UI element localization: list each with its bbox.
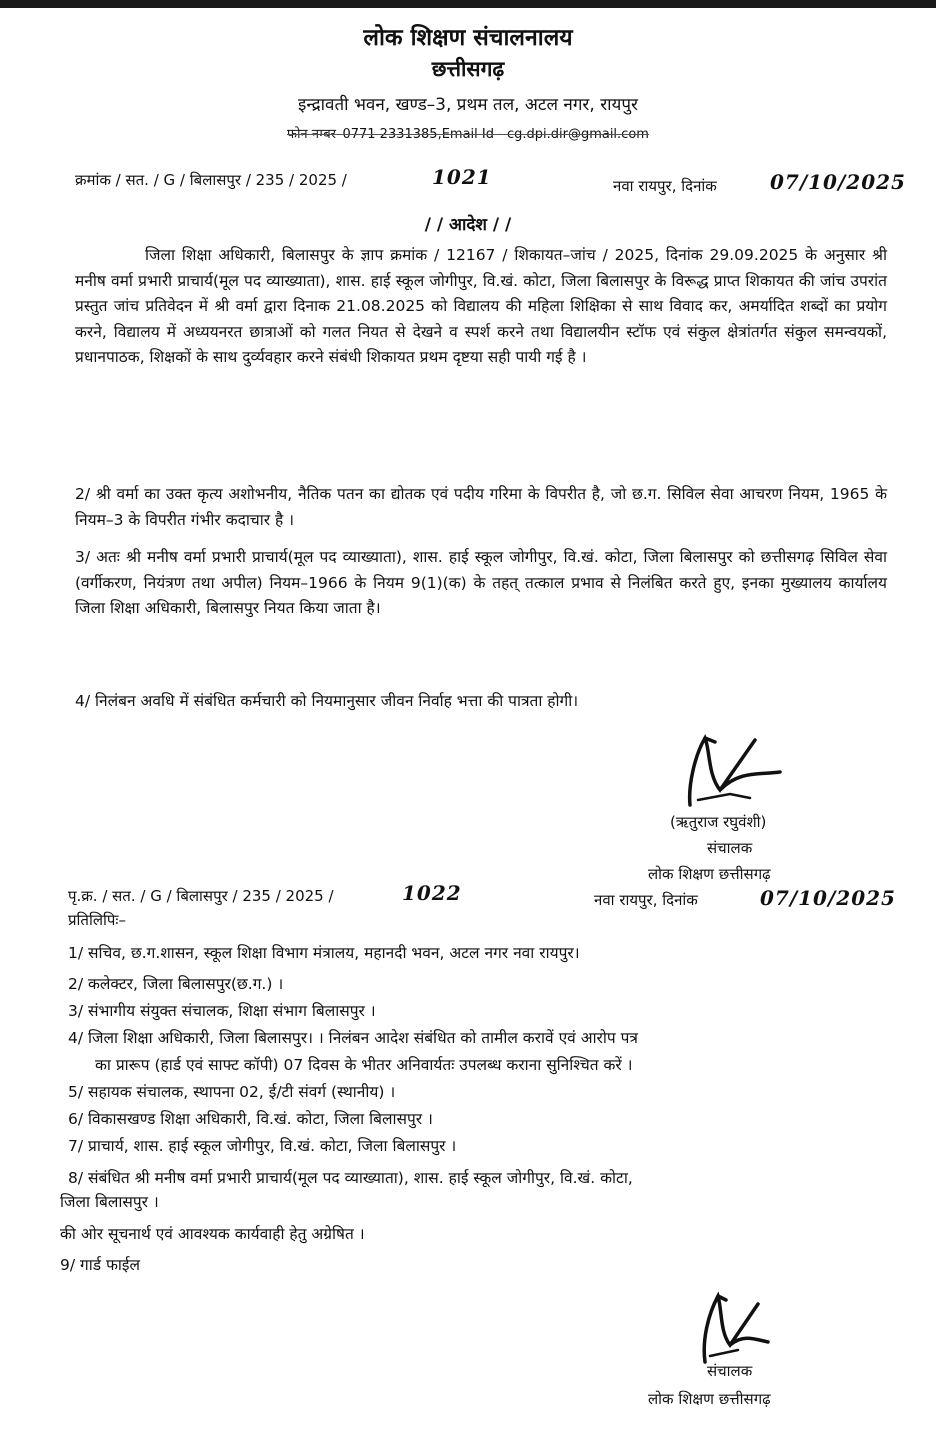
signatory-designation: संचालक xyxy=(707,839,753,857)
copy-item: 4/ जिला शिक्षा अधिकारी, जिला बिलासपुर। । निलंबन आदेश संबंधित को तामील करावें एवं आरोप पत्र xyxy=(68,1029,638,1047)
state-title: छत्तीसगढ़ xyxy=(431,57,505,81)
signature-mark-2 xyxy=(680,1290,790,1370)
signatory-name: (ऋतुराज रघुवंशी) xyxy=(670,813,767,831)
paragraph-4 xyxy=(75,689,887,715)
signatory-2-office: लोक शिक्षण छत्तीसगढ़ xyxy=(648,1390,771,1408)
copy-item: 8/ संबंधित श्री मनीष वर्मा प्रभारी प्राचार्य(मूल पद व्याख्याता), शास. हाई स्कूल जोगीपुर, वि.खं. कोटा, xyxy=(68,1169,633,1187)
order-number: क्रमांक / सत. / G / बिलासपुर / 235 / 2025 / xyxy=(75,171,347,189)
paragraph-1-text: जिला शिक्षा अधिकारी, बिलासपुर के ज्ञाप क्रमांक / 12167 / शिकायत–जांच / 2025, दिनांक 29.09.2025 के अनुसार श्री मनीष वर्मा प्रभारी प्राचार्य(मूल पद व्याख्याता), शास. हाई स्कूल जोगीपुर, वि.खं. कोटा, जिला बिलासपुर के विरूद्ध प्राप्त शिकायत की जांच उपरांत प्रस्तुत जांच प्रतिवेदन में श्री वर्मा द्वारा दिनाक 21.08.2025 को विद्यालय की महिला शिक्षिका से साथ विवाद कर, अमर्यादित शब्दों का प्रयोग करने, विद्यालय में अध्ययनरत छात्राओं को गलत नियत से देखने व स्पर्श करने तथा विद्यालयीन स्टॉफ एवं संकुल क्षेत्रांतर्गत संकुल समन्वयकों, प्रधानपाठक, शिक्षकों के साथ दुर्व्यवहार करने संबंधी शिकायत प्रथम दृष्टया सही पायी गई है । xyxy=(75,246,887,366)
paragraph-2 xyxy=(75,482,887,533)
copy-item-continuation: का प्रारूप (हार्ड एवं साफ्ट कॉपी) 07 दिवस के भीतर अनिवार्यतः उपलब्ध कराना सुनिश्चित करें । xyxy=(95,1056,633,1074)
endorsement-number: पृ.क्र. / सत. / G / बिलासपुर / 235 / 2025 / xyxy=(68,887,334,905)
handwritten-endorsement-date: 07/10/2025 xyxy=(760,886,896,910)
handwritten-order-date: 07/10/2025 xyxy=(770,170,906,194)
endorsement-place-date: नवा रायपुर, दिनांक xyxy=(594,891,698,909)
office-address: इन्द्रावती भवन, खण्ड–3, प्रथम तल, अटल नगर, रायपुर xyxy=(297,95,639,115)
paragraph-3 xyxy=(75,545,887,622)
copy-item: 6/ विकासखण्ड शिक्षा अधिकारी, वि.खं. कोटा, जिला बिलासपुर । xyxy=(68,1110,433,1128)
signatory-office: लोक शिक्षण छत्तीसगढ़ xyxy=(648,865,771,883)
order-place-date: नवा रायपुर, दिनांक xyxy=(613,177,717,195)
scan-top-edge xyxy=(0,0,936,8)
copy-item: 3/ संभागीय संयुक्त संचालक, शिक्षा संभाग बिलासपुर । xyxy=(68,1002,376,1020)
copy-item: 7/ प्राचार्य, शास. हाई स्कूल जोगीपुर, वि.खं. कोटा, जिला बिलासपुर । xyxy=(68,1137,457,1155)
paragraph-2-text: 2/ श्री वर्मा का उक्त कृत्य अशोभनीय, नैतिक पतन का द्योतक एवं पदीय गरिमा के विपरीत है, जो छ.ग. सिविल सेवा आचरण नियम, 1965 के नियम–3 के विपरीत गंभीर कदाचार है । xyxy=(75,485,887,529)
forwarding-note: की ओर सूचनार्थ एवं आवश्यक कार्यवाही हेतु अग्रेषित । xyxy=(60,1225,365,1243)
signatory-2-designation: संचालक xyxy=(707,1362,753,1380)
office-title: लोक शिक्षण संचालनालय xyxy=(363,25,573,51)
copy-label: प्रतिलिपिः– xyxy=(68,911,126,929)
paragraph-1 xyxy=(75,243,887,371)
copy-item: 1/ सचिव, छ.ग.शासन, स्कूल शिक्षा विभाग मंत्रालय, महानदी भवन, अटल नगर नवा रायपुर। xyxy=(68,944,580,962)
signature-mark-1 xyxy=(660,730,810,812)
paragraph-4-text: 4/ निलंबन अवधि में संबंधित कर्मचारी को नियमानुसार जीवन निर्वाह भत्ता की पात्रता होगी। xyxy=(75,692,579,710)
paragraph-3-text: 3/ अतः श्री मनीष वर्मा प्रभारी प्राचार्य(मूल पद व्याख्याता), शास. हाई स्कूल जोगीपुर, वि.खं. कोटा, जिला बिलासपुर को छत्तीसगढ़ सिविल सेवा (वर्गीकरण, नियंत्रण तथा अपील) नियम–1966 के नियम 9(1)(क) के तहत् तत्काल प्रभाव से निलंबित करते हुए, इनका मुख्यालय कार्यालय जिला शिक्षा अधिकारी, बिलासपुर नियत किया जाता है। xyxy=(75,548,887,617)
order-title: / / आदेश / / xyxy=(424,215,512,235)
office-contact: फोन नम्बर–0771 2331385,Email Id - cg.dpi.dir@gmail.com xyxy=(287,127,649,142)
copy-item-continuation: जिला बिलासपुर । xyxy=(60,1193,159,1211)
handwritten-order-no: 1021 xyxy=(432,165,492,189)
copy-item: 2/ कलेक्टर, जिला बिलासपुर(छ.ग.) । xyxy=(68,975,284,993)
copy-item: 9/ गार्ड फाईल xyxy=(60,1256,141,1274)
handwritten-endorsement-no: 1022 xyxy=(402,881,462,905)
copy-item: 5/ सहायक संचालक, स्थापना 02, ई/टी संवर्ग (स्थानीय) । xyxy=(68,1083,396,1101)
